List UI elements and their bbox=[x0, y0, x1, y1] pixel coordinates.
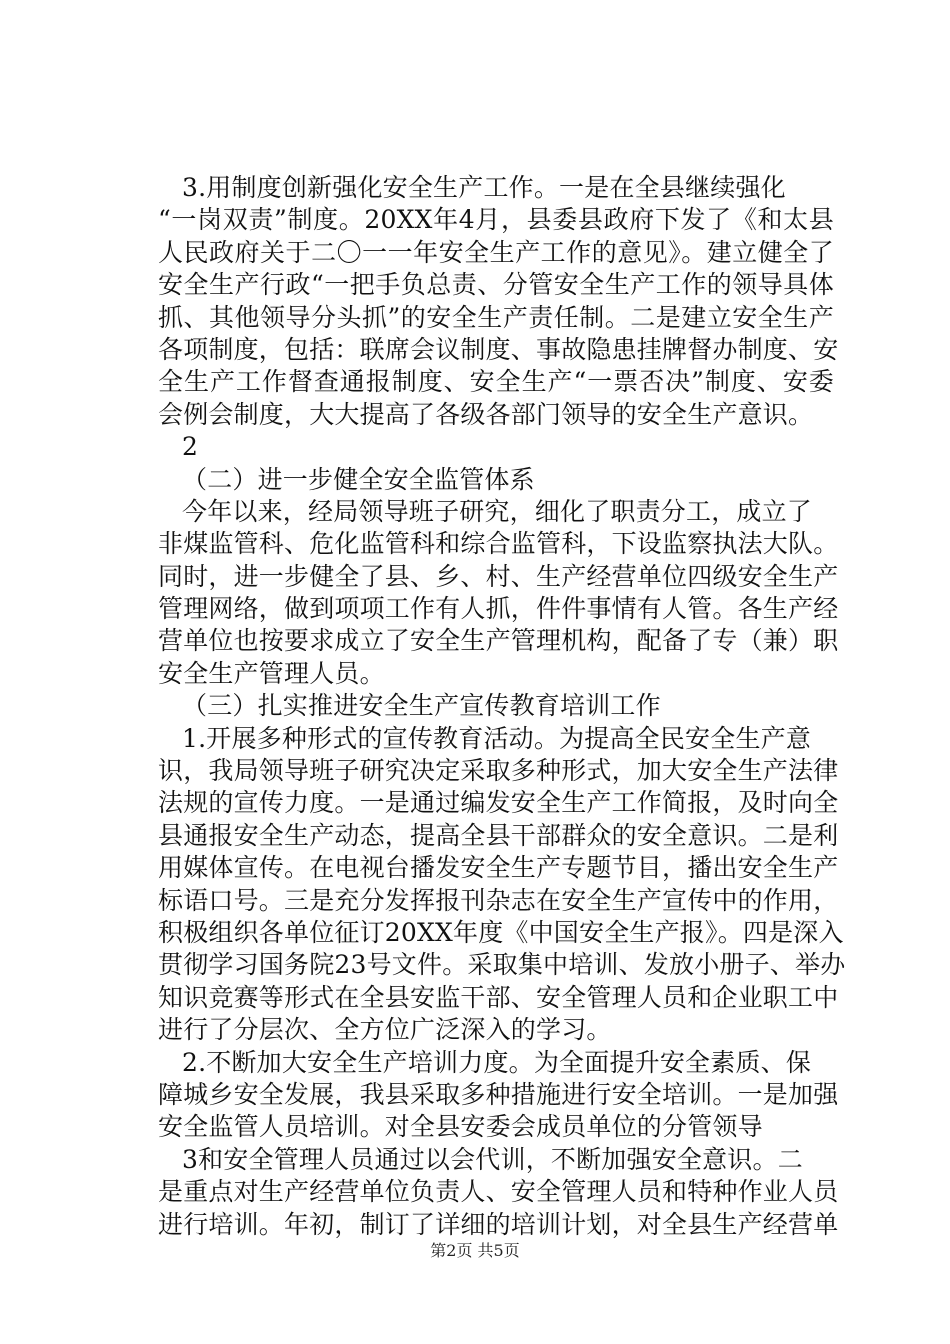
section-heading: （三）扎实推进安全生产宣传教育培训工作 bbox=[182, 691, 661, 721]
paragraph-line: “一岗双责”制度。20XX年4月，县委县政府下发了《和太县 bbox=[158, 205, 834, 235]
paragraph-line: 县通报安全生产动态，提高全县干部群众的安全意识。二是利 bbox=[158, 820, 839, 850]
paragraph-line: 进行了分层次、全方位广泛深入的学习。 bbox=[158, 1015, 612, 1045]
paragraph-line: 全生产工作督查通报制度、安全生产“一票否决”制度、安委 bbox=[158, 367, 834, 397]
paragraph-line: 同时，进一步健全了县、乡、村、生产经营单位四级安全生产 bbox=[158, 561, 839, 591]
page-footer: 第2页 共5页 bbox=[430, 1241, 520, 1260]
paragraph-line: 积极组织各单位征订20XX年度《中国安全生产报》。四是深入 bbox=[158, 917, 844, 947]
paragraph-line: 安全生产行政“一把手负总责、分管安全生产工作的领导具体 bbox=[158, 270, 834, 300]
paragraph-line: 安全生产管理人员。 bbox=[158, 658, 385, 688]
paragraph-line: 3.用制度创新强化安全生产工作。一是在全县继续强化 bbox=[182, 173, 786, 202]
paragraph-line: 非煤监管科、危化监管科和综合监管科，下设监察执法大队。 bbox=[158, 529, 839, 559]
paragraph-line: 2.不断加大安全生产培训力度。为全面提升安全素质、保 bbox=[182, 1047, 812, 1077]
section-heading: （二）进一步健全安全监管体系 bbox=[182, 464, 535, 494]
paragraph-line: 人民政府关于二〇一一年安全生产工作的意见》。建立健全了 bbox=[158, 237, 834, 267]
paragraph-line: 营单位也按要求成立了安全生产管理机构，配备了专（兼）职 bbox=[158, 626, 839, 656]
paragraph-line: 用媒体宣传。在电视台播发安全生产专题节目，播出安全生产 bbox=[158, 853, 839, 883]
paragraph-line: 进行培训。年初，制订了详细的培训计划，对全县生产经营单 bbox=[158, 1209, 839, 1239]
paragraph-line: 会例会制度，大大提高了各级各部门领导的安全生产意识。 bbox=[158, 399, 814, 429]
paragraph-line: 标语口号。三是充分发挥报刊杂志在安全生产宣传中的作用， bbox=[158, 885, 839, 915]
paragraph-line: 1.开展多种形式的宣传教育活动。为提高全民安全生产意 bbox=[182, 723, 812, 753]
paragraph-line: 3和安全管理人员通过以会代训，不断加强安全意识。二 bbox=[182, 1144, 803, 1174]
paragraph-line: 今年以来，经局领导班子研究，细化了职责分工，成立了 bbox=[182, 496, 813, 526]
paragraph-line: 知识竞赛等形式在全县安监干部、安全管理人员和企业职工中 bbox=[158, 982, 839, 1012]
paragraph-line: 是重点对生产经营单位负责人、安全管理人员和特种作业人员 bbox=[158, 1177, 839, 1207]
paragraph-line: 安全监管人员培训。对全县安委会成员单位的分管领导 bbox=[158, 1112, 763, 1142]
page-number-marker: 2 bbox=[182, 432, 199, 462]
paragraph-line: 抓、其他领导分头抓”的安全生产责任制。二是建立安全生产 bbox=[158, 302, 834, 332]
paragraph-line: 贯彻学习国务院23号文件。采取集中培训、发放小册子、举办 bbox=[158, 950, 846, 980]
paragraph-line: 法规的宣传力度。一是通过编发安全生产工作简报，及时向全 bbox=[158, 788, 839, 818]
paragraph-line: 管理网络，做到项项工作有人抓，件件事情有人管。各生产经 bbox=[158, 594, 839, 624]
document-body bbox=[158, 172, 846, 1241]
paragraph-line: 各项制度，包括：联席会议制度、事故隐患挂牌督办制度、安 bbox=[158, 334, 839, 364]
paragraph-line: 障城乡安全发展，我县采取多种措施进行安全培训。一是加强 bbox=[158, 1079, 839, 1109]
paragraph-line: 识，我局领导班子研究决定采取多种形式，加大安全生产法律 bbox=[158, 756, 839, 786]
